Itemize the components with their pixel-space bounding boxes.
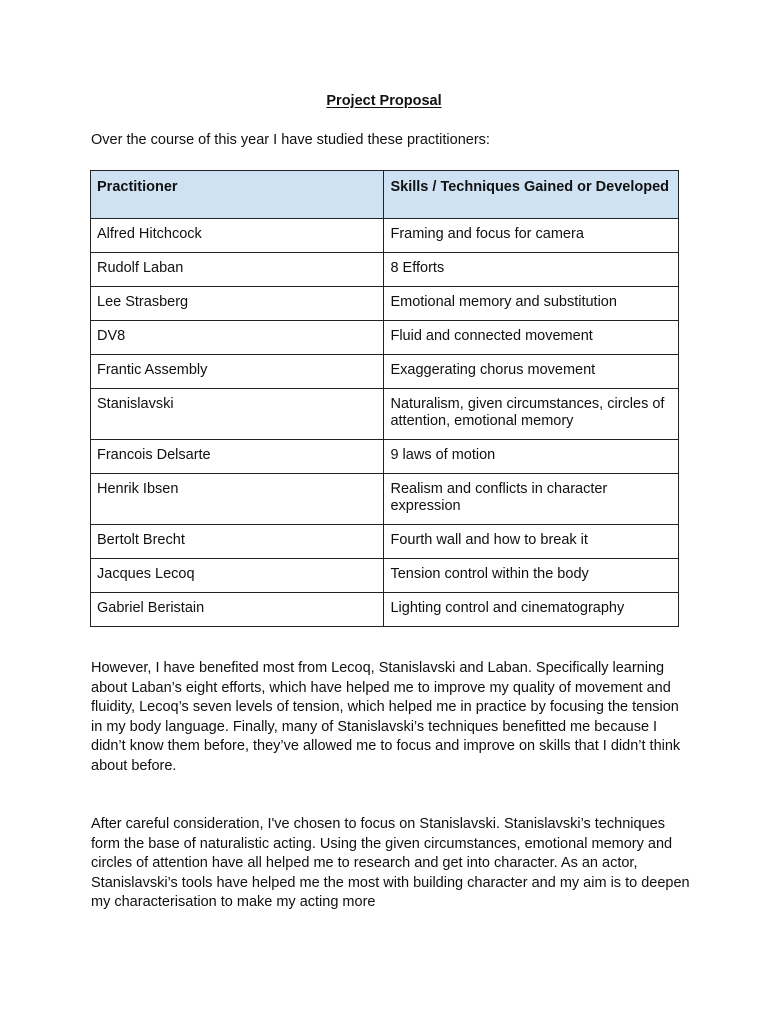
practitioners-table [90,170,679,627]
header-practitioner: Practitioner [91,171,384,219]
body-paragraph-benefits: However, I have benefited most from Lecoq, Stanislavski and Laban. Specifically learning about Laban’s eight efforts, which have helped me to improve my quality of movement and fluidity, Lecoq’s seven levels of tension, which helped me in practice by focusing the tension in my body language. Finally, many of Stanislavski’s techniques benefitted me because I didn’t know them before, they’ve allowed me to focus and improve on skills that I didn’t think about before. [91,660,681,774]
skills-cell: Exaggerating chorus movement [384,355,679,389]
skills-cell: Framing and focus for camera [384,219,679,253]
skills-cell: Fourth wall and how to break it [384,525,679,559]
practitioner-cell: Bertolt Brecht [91,525,384,559]
table-row [91,219,679,253]
skills-cell: Fluid and connected movement [384,321,679,355]
intro-text: Over the course of this year I have studied these practitioners: [91,132,490,148]
practitioner-cell: Alfred Hitchcock [91,219,384,253]
skills-cell: 8 Efforts [384,253,679,287]
table-row [91,287,679,321]
table-row [91,440,679,474]
table-row [91,253,679,287]
practitioner-cell: Jacques Lecoq [91,559,384,593]
table-header-row [91,171,679,219]
skills-cell: Naturalism, given circumstances, circles of attention, emotional memory [384,389,679,440]
table-row [91,525,679,559]
skills-cell: 9 laws of motion [384,440,679,474]
practitioner-cell: Lee Strasberg [91,287,384,321]
table-row [91,355,679,389]
practitioner-cell: DV8 [91,321,384,355]
practitioner-cell: Frantic Assembly [91,355,384,389]
table-row [91,389,679,440]
practitioner-cell: Stanislavski [91,389,384,440]
page-title: Project Proposal [326,93,442,109]
skills-cell: Tension control within the body [384,559,679,593]
practitioner-cell: Henrik Ibsen [91,474,384,525]
skills-cell: Realism and conflicts in character expression [384,474,679,525]
table-row [91,559,679,593]
table-row [91,593,679,627]
skills-cell: Emotional memory and substitution [384,287,679,321]
practitioner-cell: Rudolf Laban [91,253,384,287]
practitioner-cell: Francois Delsarte [91,440,384,474]
table-row [91,474,679,525]
table-row [91,321,679,355]
body-paragraph-focus: After careful consideration, I've chosen to focus on Stanislavski. Stanislavski’s techniques form the base of naturalistic acting. Using the given circumstances, emotional memory and circles of attention have all helped me to research and get into character. As an actor, Stanislavski’s tools have helped me the most with building character and my aim is to deepen my characterisation to make my acting more [91,816,690,910]
header-skills: Skills / Techniques Gained or Developed [384,171,679,219]
skills-cell: Lighting control and cinematography [384,593,679,627]
practitioner-cell: Gabriel Beristain [91,593,384,627]
